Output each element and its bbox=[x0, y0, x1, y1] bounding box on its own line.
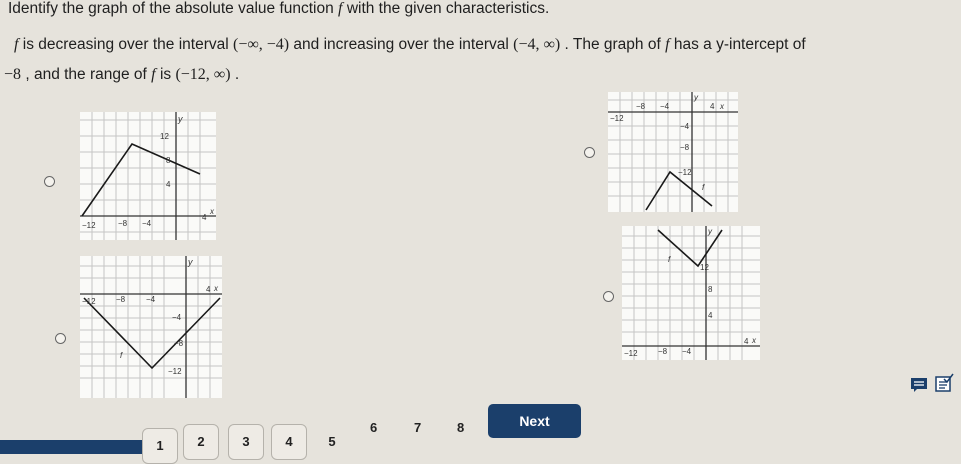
page-number: 3 bbox=[242, 434, 250, 449]
page-button-8[interactable] bbox=[457, 420, 464, 435]
x-tick-label: 4 bbox=[202, 213, 207, 222]
x-tick-label: −12 bbox=[82, 297, 96, 306]
option-c-graph[interactable] bbox=[80, 256, 222, 398]
question-text: is bbox=[159, 66, 172, 83]
page-button-7[interactable] bbox=[414, 420, 421, 435]
question-line-3 bbox=[4, 66, 239, 84]
x-axis-label: x bbox=[214, 284, 218, 293]
x-tick-label: −4 bbox=[682, 347, 692, 356]
y-tick-label: −8 bbox=[680, 143, 690, 152]
y-tick-label: −8 bbox=[174, 339, 184, 348]
notes-icon[interactable] bbox=[910, 377, 928, 398]
option-a-radio[interactable] bbox=[44, 176, 55, 187]
y-tick-label: 8 bbox=[166, 156, 171, 165]
function-symbol: f bbox=[665, 36, 670, 53]
page-number: 1 bbox=[156, 438, 164, 453]
function-symbol: f bbox=[151, 66, 156, 83]
increasing-interval: (−4, ∞) bbox=[513, 36, 561, 53]
x-tick-label: −8 bbox=[116, 295, 126, 304]
option-d-radio[interactable] bbox=[603, 291, 614, 302]
scratchpad-icon[interactable] bbox=[934, 373, 954, 398]
page-button-4[interactable] bbox=[271, 424, 307, 460]
x-tick-label: −8 bbox=[118, 219, 128, 228]
page-number: 2 bbox=[197, 434, 205, 449]
y-tick-label: 8 bbox=[708, 285, 713, 294]
question-text: , and the range of bbox=[25, 66, 147, 83]
function-symbol: f bbox=[338, 0, 343, 17]
y-tick-label: −4 bbox=[680, 122, 690, 131]
page-number: 7 bbox=[414, 420, 422, 435]
next-button[interactable] bbox=[488, 404, 581, 438]
question-text: Identify the graph of the absolute value function bbox=[8, 0, 334, 17]
question-text: and increasing over the interval bbox=[293, 36, 509, 53]
x-tick-label: −4 bbox=[146, 295, 156, 304]
x-tick-label: −12 bbox=[82, 221, 96, 230]
decreasing-interval: (−∞, −4) bbox=[233, 36, 290, 53]
page-button-1[interactable] bbox=[142, 428, 178, 464]
y-tick-label: −12 bbox=[678, 168, 692, 177]
function-label: f bbox=[702, 183, 705, 192]
y-tick-label: −12 bbox=[168, 367, 182, 376]
question-line-2 bbox=[14, 36, 806, 54]
function-label: f bbox=[120, 351, 123, 360]
page-button-3[interactable] bbox=[228, 424, 264, 460]
y-tick-label: 12 bbox=[160, 132, 169, 141]
x-axis-label: x bbox=[720, 102, 724, 111]
x-tick-label: −8 bbox=[658, 347, 668, 356]
page-button-6[interactable] bbox=[370, 420, 377, 435]
option-b-graph[interactable] bbox=[608, 92, 738, 212]
question-text: has a y-intercept of bbox=[673, 36, 806, 53]
function-label: f bbox=[668, 255, 671, 264]
question-text: . bbox=[234, 66, 240, 83]
y-tick-label: 4 bbox=[708, 311, 713, 320]
x-axis-label: x bbox=[752, 336, 756, 345]
option-d-graph[interactable] bbox=[622, 226, 760, 360]
y-tick-label: 12 bbox=[700, 263, 709, 272]
question-line-1 bbox=[8, 0, 549, 18]
y-axis-label: y bbox=[178, 114, 183, 124]
x-tick-label: −12 bbox=[624, 349, 638, 358]
function-symbol: f bbox=[14, 36, 19, 53]
range-interval: (−12, ∞) bbox=[175, 66, 231, 83]
x-tick-label: −12 bbox=[610, 114, 624, 123]
page-number: 4 bbox=[285, 434, 293, 449]
next-label: Next bbox=[519, 413, 550, 429]
page-number: 5 bbox=[328, 434, 336, 449]
page-number: 6 bbox=[370, 420, 378, 435]
page-number: 8 bbox=[457, 420, 465, 435]
page-button-5-current[interactable] bbox=[314, 424, 350, 460]
x-tick-label: −8 bbox=[636, 102, 646, 111]
y-axis-label: y bbox=[708, 227, 712, 236]
option-a-graph[interactable] bbox=[80, 112, 216, 240]
y-axis-label: y bbox=[694, 93, 698, 102]
option-c-radio[interactable] bbox=[55, 333, 66, 344]
x-tick-label: 4 bbox=[744, 337, 749, 346]
question-text: . The graph of bbox=[564, 36, 661, 53]
bottom-progress-bar bbox=[0, 440, 145, 454]
y-tick-label: −4 bbox=[172, 313, 182, 322]
question-text: is decreasing over the interval bbox=[22, 36, 229, 53]
graph-curve bbox=[82, 144, 200, 216]
x-axis-label: x bbox=[210, 207, 214, 216]
y-intercept-value: −8 bbox=[4, 66, 22, 83]
x-tick-label: −4 bbox=[142, 219, 152, 228]
question-text-tail: with the given characteristics. bbox=[346, 0, 550, 17]
y-tick-label: 4 bbox=[166, 180, 171, 189]
x-tick-label: 4 bbox=[710, 102, 715, 111]
page-button-2[interactable] bbox=[183, 424, 219, 460]
x-tick-label: 4 bbox=[206, 285, 211, 294]
x-tick-label: −4 bbox=[660, 102, 670, 111]
option-b-radio[interactable] bbox=[584, 147, 595, 158]
y-axis-label: y bbox=[188, 257, 193, 267]
